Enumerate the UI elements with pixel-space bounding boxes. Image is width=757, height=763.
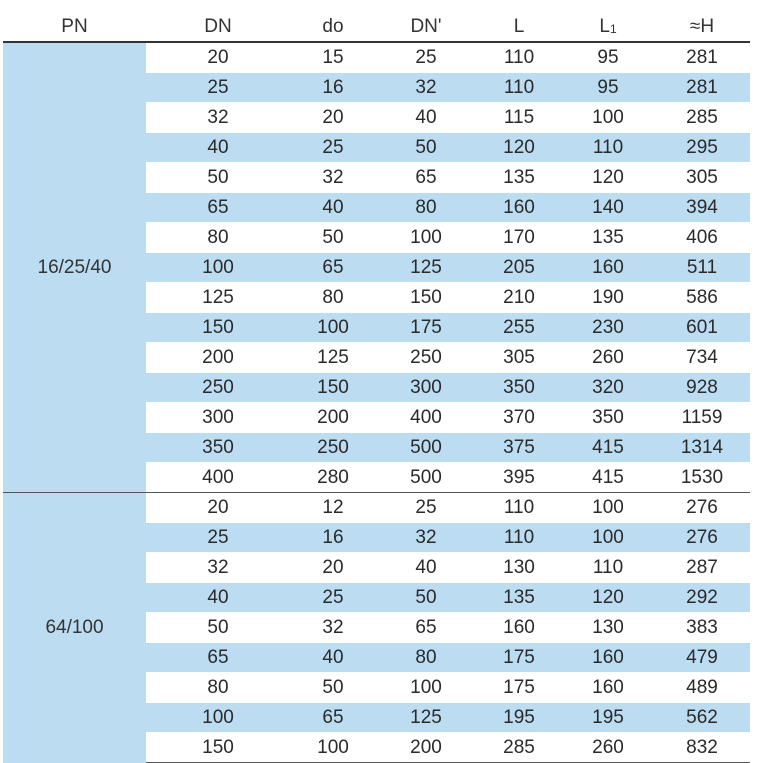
cell-h: 292 [654,583,750,613]
cell-dn-prime: 80 [376,643,476,673]
cell-dn-prime: 200 [376,733,476,763]
cell-dn: 80 [146,223,290,253]
cell-l1: 130 [562,613,654,643]
cell-dn: 250 [146,373,290,403]
cell-dn-prime: 25 [376,493,476,523]
cell-do: 80 [290,283,376,313]
cell-dn-prime: 500 [376,463,476,493]
table-body [3,42,750,763]
cell-do: 100 [290,733,376,763]
cell-l1: 230 [562,313,654,343]
cell-dn-prime: 175 [376,313,476,343]
cell-dn: 65 [146,193,290,223]
header-l: L [476,12,562,42]
cell-l: 110 [476,42,562,73]
cell-l: 175 [476,643,562,673]
table-header [3,12,750,42]
cell-dn-prime: 50 [376,133,476,163]
cell-l: 175 [476,673,562,703]
cell-h: 489 [654,673,750,703]
cell-dn: 40 [146,133,290,163]
cell-l1: 195 [562,703,654,733]
table-row [3,493,750,523]
cell-l: 205 [476,253,562,283]
cell-do: 20 [290,103,376,133]
header-h: ≈H [654,12,750,42]
cell-dn: 20 [146,493,290,523]
cell-l: 170 [476,223,562,253]
cell-do: 50 [290,673,376,703]
cell-dn: 25 [146,523,290,553]
cell-dn: 65 [146,643,290,673]
cell-h: 586 [654,283,750,313]
cell-dn: 40 [146,583,290,613]
cell-dn: 350 [146,433,290,463]
cell-l: 255 [476,313,562,343]
cell-l: 285 [476,733,562,763]
cell-do: 25 [290,583,376,613]
cell-h: 406 [654,223,750,253]
cell-dn: 100 [146,253,290,283]
cell-do: 32 [290,163,376,193]
cell-do: 125 [290,343,376,373]
cell-l1: 110 [562,133,654,163]
cell-do: 150 [290,373,376,403]
cell-do: 25 [290,133,376,163]
cell-l1: 95 [562,73,654,103]
cell-l1: 260 [562,733,654,763]
cell-l: 350 [476,373,562,403]
cell-h: 295 [654,133,750,163]
cell-l: 115 [476,103,562,133]
cell-h: 734 [654,343,750,373]
cell-do: 15 [290,42,376,73]
cell-dn: 80 [146,673,290,703]
cell-l: 370 [476,403,562,433]
header-dn: DN [146,12,290,42]
cell-h: 832 [654,733,750,763]
cell-l: 160 [476,613,562,643]
cell-do: 50 [290,223,376,253]
header-l1-main: L [599,15,610,37]
cell-dn-prime: 125 [376,703,476,733]
header-pn: PN [3,12,146,42]
cell-l1: 260 [562,343,654,373]
cell-do: 16 [290,73,376,103]
cell-l1: 120 [562,163,654,193]
cell-l1: 350 [562,403,654,433]
cell-l1: 95 [562,42,654,73]
cell-l1: 160 [562,643,654,673]
pn-group-cell: 16/25/40 [3,42,146,493]
cell-dn-prime: 40 [376,553,476,583]
cell-dn-prime: 25 [376,42,476,73]
cell-do: 12 [290,493,376,523]
cell-dn: 100 [146,703,290,733]
header-do: do [290,12,376,42]
cell-l: 195 [476,703,562,733]
cell-dn-prime: 32 [376,523,476,553]
cell-dn-prime: 300 [376,373,476,403]
header-l1 [562,12,654,42]
spec-table [3,12,750,763]
cell-h: 601 [654,313,750,343]
header-dn-prime: DN' [376,12,476,42]
cell-l1: 100 [562,523,654,553]
cell-dn: 400 [146,463,290,493]
cell-dn: 200 [146,343,290,373]
cell-do: 65 [290,703,376,733]
cell-dn: 50 [146,163,290,193]
cell-l1: 120 [562,583,654,613]
cell-dn-prime: 150 [376,283,476,313]
cell-do: 280 [290,463,376,493]
cell-l1: 100 [562,493,654,523]
cell-dn: 150 [146,313,290,343]
cell-l: 210 [476,283,562,313]
cell-h: 287 [654,553,750,583]
cell-dn-prime: 100 [376,223,476,253]
cell-l1: 160 [562,673,654,703]
cell-l1: 320 [562,373,654,403]
cell-h: 1314 [654,433,750,463]
cell-l: 110 [476,523,562,553]
cell-l: 160 [476,193,562,223]
cell-do: 100 [290,313,376,343]
cell-l1: 160 [562,253,654,283]
cell-do: 32 [290,613,376,643]
cell-dn: 300 [146,403,290,433]
cell-l: 135 [476,583,562,613]
cell-dn: 20 [146,42,290,73]
cell-dn: 32 [146,553,290,583]
cell-dn: 25 [146,73,290,103]
cell-h: 276 [654,493,750,523]
cell-l: 130 [476,553,562,583]
cell-l1: 135 [562,223,654,253]
cell-l: 110 [476,493,562,523]
cell-do: 20 [290,553,376,583]
cell-dn-prime: 500 [376,433,476,463]
cell-dn-prime: 50 [376,583,476,613]
cell-h: 1530 [654,463,750,493]
cell-do: 250 [290,433,376,463]
cell-h: 383 [654,613,750,643]
cell-h: 281 [654,42,750,73]
cell-h: 394 [654,193,750,223]
cell-l: 135 [476,163,562,193]
cell-l1: 190 [562,283,654,313]
cell-do: 16 [290,523,376,553]
header-l1-subscript: 1 [609,21,617,36]
cell-dn: 125 [146,283,290,313]
cell-dn-prime: 32 [376,73,476,103]
cell-l1: 140 [562,193,654,223]
cell-do: 200 [290,403,376,433]
header-row [3,12,750,42]
cell-dn: 32 [146,103,290,133]
cell-dn-prime: 80 [376,193,476,223]
cell-l: 395 [476,463,562,493]
cell-dn-prime: 250 [376,343,476,373]
cell-h: 276 [654,523,750,553]
cell-dn-prime: 400 [376,403,476,433]
cell-dn: 150 [146,733,290,763]
cell-do: 40 [290,193,376,223]
table-row [3,42,750,73]
cell-dn: 50 [146,613,290,643]
cell-l: 305 [476,343,562,373]
cell-dn-prime: 125 [376,253,476,283]
cell-l1: 415 [562,463,654,493]
cell-dn-prime: 100 [376,673,476,703]
cell-l1: 100 [562,103,654,133]
cell-h: 928 [654,373,750,403]
cell-dn-prime: 65 [376,613,476,643]
cell-h: 479 [654,643,750,673]
cell-l: 375 [476,433,562,463]
cell-h: 1159 [654,403,750,433]
cell-l1: 415 [562,433,654,463]
cell-h: 305 [654,163,750,193]
cell-h: 511 [654,253,750,283]
cell-l: 110 [476,73,562,103]
cell-l1: 110 [562,553,654,583]
cell-do: 65 [290,253,376,283]
cell-h: 281 [654,73,750,103]
pn-group-cell: 64/100 [3,493,146,763]
cell-h: 285 [654,103,750,133]
cell-h: 562 [654,703,750,733]
cell-l: 120 [476,133,562,163]
cell-dn-prime: 40 [376,103,476,133]
cell-dn-prime: 65 [376,163,476,193]
cell-do: 40 [290,643,376,673]
